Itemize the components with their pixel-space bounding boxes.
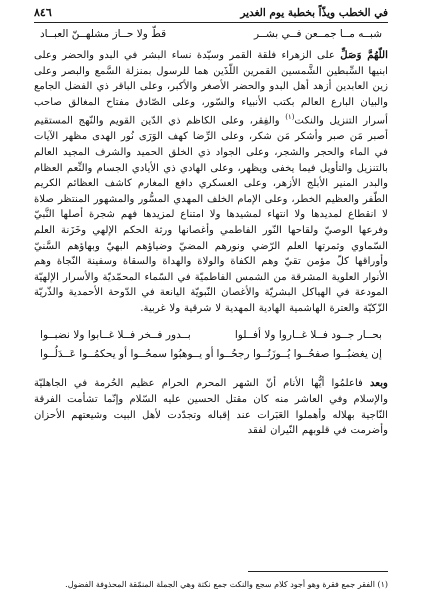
footnote: (١) الفقر جمع فقرة وهو أجود كلام سجع والنكت جمع نكتة وهي الجملة المنمّقة المحذوفة الفضول. [65, 580, 388, 589]
verse-left-hemistich: بــدور فــخر فــلا غــابوا ولا نضبــوا [40, 329, 191, 342]
paragraph-text: على الزهراء فلقة القمر وسيّدة نساء البشر في البدو والحضر وعلى ابنيها السِّبطين الشَّمسين القمرين اللّذَين هما للرسول بمنزلة السَّمع والبصر وعلى زين العابدين أزهد أهل البدو والحضر الأصغر والأكبر، وعلى الباقر ذي الفضل الجامع والبيان البارع العالم بكتب الأنبياء والسّور، وعلى الصّادق مفتاح المغالق صاحب أسرار التنزيل والنكت [34, 50, 389, 127]
paragraph-lead: اللّهُمَّ وَصَلِّ [340, 49, 388, 61]
paragraph-blessings [34, 48, 388, 316]
verse-right-hemistich: بحــار جــود فــلا غــاروا ولا أفــلوا [234, 329, 382, 342]
verse-left-hemistich: أو يــوهبُوا سمحُــوا أو يحكمُــوا عَــدَلُــوا [40, 348, 214, 361]
verse-right-hemistich: إن يغضبُــوا صفحُــوا يُــوزَنُــوا رجحُــوا [216, 348, 382, 361]
footnote-marker: (١) [285, 113, 295, 122]
paragraph-lead: وبعد [369, 377, 388, 390]
paragraph-muharram [34, 376, 388, 438]
running-title: في الخطب ويذّاً بخطبة يوم الغدير [240, 7, 388, 19]
paragraph-text-continued: والفِقر، وعلى الكاظم ذي الدّين القويم والنّهج المستقيم أصبر مَن صبر وأشكر مَن شكر، وعلى الرِّضا كهف الوَرَى نُور الهدى مظهر الآيات في الماء والحجر والشجر، وعلى الجواد ذي الخلق الحميد والشرف المجيد العالم بالتنزيل والتأويل فيما يخفى ويظهر، وعلى الهادي ذي الأيادي الجسام والنِّعم العظام والبدر المنير الأبلج الأزهر، وعلى العسكري دافع المغارم كاشف العظائم الكريم الطّفر والعظيم الخطر، وعلى الإمام الخلف المهدي المسُّور والمشهور المنتظر صلاة لا انقطاع لمديدها ولا انتهاء لمشيدها ولا امتناع لمزيدها فهم شجرة أصلها النَّبيّ وفرعها الوصيّ ولقاحها النّور الفاطمي وأغصانها ورثة الحكم الإلهي وخَزَنة العلم السّماوي وثمرتها العلم الرّضي ونورهم المضيّ وضياؤهم البهيّ وبهاؤهم السَّنيّ وأوراقها كلّ مؤمن تقيّ وهم الكفاة والولاة والهداة والسقاة وسفينة النّجاة وهم الأنوار العلوية المشرقة من الشمس الفاطميّة في السّماء المحمّديّة والأسرار الإلهيّة المودعة في الهياكل البشريّة والأغصان النّبويّة اليانعة في الدّوحة الأحمدية والذّريّة الزّكيّة والعترة الهاشمية الهادية المهدية لا شرقية ولا غربية. [34, 115, 388, 314]
footnote-divider [248, 571, 388, 572]
page-number: ٨٤٦ [34, 6, 52, 19]
page-header [34, 6, 388, 23]
paragraph-text: فاعلمُوا أيُّها الأنام أنّ الشهر المحرم الحرام عظيم الحُرمة في الجاهليّة والإسلام وفي العاشر منه كان مقتل الحسين عليه السّلام وإنّما تشأمت الفرقة النّاجية بهلاله وأهملوا العَبَرات عند إقباله وتجدّدت لأهل البيت وشيعتهم الأحزان وأضرمت في قلوبهم النّيران لفقد [34, 378, 388, 437]
verse-right-hemistich: شبــه مــا جمــعن فــي بشــر [253, 28, 382, 40]
verse-left-hemistich: قطّ ولا حــاز مشلهــنّ العبــاد [40, 28, 167, 40]
verse-line [40, 345, 382, 364]
top-verse [40, 27, 382, 42]
verse-line [40, 326, 382, 345]
verse-block [34, 326, 388, 364]
